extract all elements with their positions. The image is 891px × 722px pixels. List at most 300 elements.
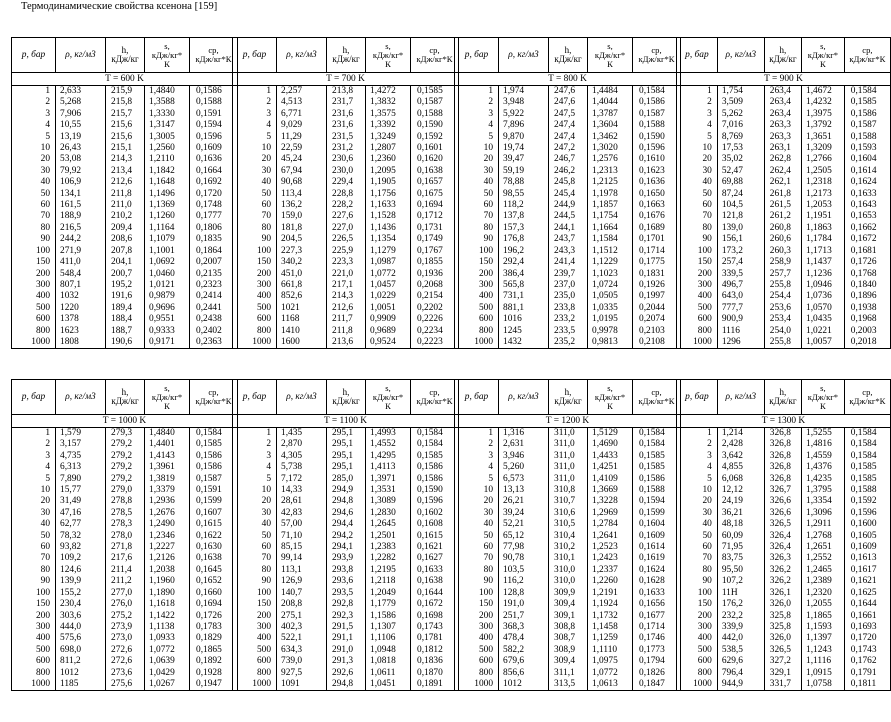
entropy-cell: 1,1633	[366, 200, 411, 211]
density-cell: 71,10	[277, 531, 327, 542]
enthalpy-cell: 295,1	[327, 451, 366, 462]
heat-capacity-cell: 0,1601	[411, 143, 459, 154]
heat-capacity-cell: 0,1584	[411, 428, 459, 440]
enthalpy-cell: 276,0	[106, 599, 145, 610]
heat-capacity-cell: 0,1661	[844, 611, 890, 622]
enthalpy-cell: 191,6	[106, 291, 145, 302]
table-row	[233, 303, 459, 314]
density-cell: 7,896	[499, 120, 549, 131]
entropy-cell: 1,0121	[145, 280, 190, 291]
density-cell: 13,19	[56, 132, 106, 143]
heat-capacity-cell: 0,1657	[411, 177, 459, 188]
entropy-cell: 1,1857	[588, 200, 633, 211]
heat-capacity-cell: 0,1638	[190, 553, 238, 564]
pressure-cell: 400	[12, 633, 56, 644]
enthalpy-cell: 254,4	[764, 291, 801, 302]
enthalpy-cell: 326,5	[764, 645, 801, 656]
pressure-cell: 200	[12, 611, 56, 622]
density-cell: 36,21	[717, 508, 764, 519]
table-row	[233, 200, 459, 211]
header-heat-capacity: cp, кДж/кг*К	[633, 38, 681, 73]
table-row	[455, 223, 681, 234]
enthalpy-cell: 227,6	[327, 211, 366, 222]
enthalpy-cell: 211,8	[106, 189, 145, 200]
table-row	[233, 439, 459, 450]
table-row	[12, 519, 238, 530]
entropy-cell: 1,3089	[366, 496, 411, 507]
entropy-cell: 1,5255	[802, 428, 845, 440]
density-cell: 275,1	[277, 611, 327, 622]
heat-capacity-cell: 0,1650	[633, 189, 681, 200]
table-row	[12, 326, 238, 337]
table-row	[12, 428, 238, 440]
entropy-cell: 1,1236	[802, 269, 845, 280]
entropy-cell: 1,0195	[588, 314, 633, 325]
enthalpy-cell: 262,8	[764, 154, 801, 165]
table-row	[12, 485, 238, 496]
entropy-cell: 1,1528	[366, 211, 411, 222]
entropy-cell: 1,2389	[802, 576, 845, 587]
table-row	[12, 553, 238, 564]
heat-capacity-cell: 0,1831	[633, 269, 681, 280]
density-cell: 1600	[277, 337, 327, 349]
table-row	[233, 462, 459, 473]
heat-capacity-cell: 0,1587	[190, 474, 238, 485]
entropy-cell: 1,1784	[802, 234, 845, 245]
table-row	[233, 257, 459, 268]
table-row	[677, 451, 891, 462]
enthalpy-cell: 326,1	[764, 588, 801, 599]
enthalpy-cell: 231,7	[327, 97, 366, 108]
enthalpy-cell: 326,3	[764, 553, 801, 564]
enthalpy-cell: 188,7	[106, 326, 145, 337]
table-row	[455, 451, 681, 462]
density-cell: 176,8	[499, 234, 549, 245]
heat-capacity-cell: 0,2438	[190, 314, 238, 325]
density-cell: 2,631	[499, 439, 549, 450]
enthalpy-cell: 311,0	[549, 474, 588, 485]
enthalpy-cell: 275,6	[106, 679, 145, 691]
density-cell: 1,579	[56, 428, 106, 440]
pressure-cell: 80	[12, 565, 56, 576]
entropy-cell: 1,4484	[588, 86, 633, 98]
table-row	[12, 565, 238, 576]
density-cell: 28,61	[277, 496, 327, 507]
pressure-cell: 30	[12, 508, 56, 519]
density-cell: 136,2	[277, 200, 327, 211]
heat-capacity-cell: 0,1660	[190, 588, 238, 599]
heat-capacity-cell: 0,1594	[190, 120, 238, 131]
enthalpy-cell: 211,2	[106, 576, 145, 587]
density-cell: 257,4	[717, 257, 764, 268]
entropy-cell: 1,0613	[588, 679, 633, 691]
enthalpy-cell: 311,0	[549, 462, 588, 473]
heat-capacity-cell: 0,1720	[844, 633, 890, 644]
pressure-cell: 500	[455, 645, 499, 656]
heat-capacity-cell: 0,1698	[411, 611, 459, 622]
density-cell: 3,948	[499, 97, 549, 108]
density-cell: 796,4	[717, 668, 764, 679]
heat-capacity-cell: 0,1812	[411, 645, 459, 656]
entropy-cell: 1,3020	[588, 143, 633, 154]
pressure-cell: 5	[233, 474, 277, 485]
enthalpy-cell: 326,5	[764, 519, 801, 530]
pressure-cell: 300	[455, 280, 499, 291]
table-row	[677, 280, 891, 291]
header-pressure: p, бар	[455, 380, 499, 415]
density-cell: 126,9	[277, 576, 327, 587]
heat-capacity-cell: 0,1627	[411, 553, 459, 564]
pressure-cell: 50	[12, 189, 56, 200]
enthalpy-cell: 295,1	[327, 428, 366, 440]
density-cell: 856,6	[499, 668, 549, 679]
enthalpy-cell: 279,2	[106, 474, 145, 485]
entropy-cell: 1,2318	[802, 177, 845, 188]
table-row	[12, 280, 238, 291]
entropy-cell: 1,2807	[366, 143, 411, 154]
heat-capacity-cell: 0,1614	[633, 542, 681, 553]
pressure-cell: 50	[455, 531, 499, 542]
density-cell: 107,2	[717, 576, 764, 587]
header-enthalpy: h, кДж/кг	[327, 380, 366, 415]
entropy-cell: 1,3379	[145, 485, 190, 496]
heat-capacity-cell: 0,1633	[633, 588, 681, 599]
entropy-cell: 1,1664	[588, 223, 633, 234]
entropy-cell: 1,1584	[588, 234, 633, 245]
pressure-cell: 60	[233, 200, 277, 211]
enthalpy-cell: 311,0	[549, 439, 588, 450]
table-row	[233, 553, 459, 564]
heat-capacity-cell: 0,2044	[633, 303, 681, 314]
heat-capacity-cell: 0,1585	[633, 462, 681, 473]
entropy-cell: 1,0505	[588, 291, 633, 302]
entropy-cell: 1,0933	[145, 633, 190, 644]
enthalpy-cell: 231,6	[327, 109, 366, 120]
pressure-cell: 30	[233, 508, 277, 519]
table-row	[233, 326, 459, 337]
density-cell: 26,21	[499, 496, 549, 507]
pressure-cell: 100	[12, 246, 56, 257]
density-cell: 629,6	[717, 656, 764, 667]
enthalpy-cell: 215,6	[106, 120, 145, 131]
entropy-cell: 1,2490	[145, 519, 190, 530]
enthalpy-cell: 311,0	[549, 428, 588, 440]
pressure-cell: 150	[455, 599, 499, 610]
table-row	[12, 189, 238, 200]
density-cell: 739,0	[277, 656, 327, 667]
density-cell: 1168	[277, 314, 327, 325]
density-cell: 807,1	[56, 280, 106, 291]
xenon-property-table	[11, 379, 238, 691]
enthalpy-cell: 263,3	[764, 132, 801, 143]
table-row	[455, 337, 681, 349]
table-row	[12, 211, 238, 222]
heat-capacity-cell: 0,1586	[190, 86, 238, 98]
heat-capacity-cell: 0,1596	[844, 508, 890, 519]
density-cell: 85,15	[277, 542, 327, 553]
heat-capacity-cell: 0,1633	[411, 565, 459, 576]
enthalpy-cell: 244,9	[549, 200, 588, 211]
density-cell: 251,7	[499, 611, 549, 622]
table-row	[455, 97, 681, 108]
table-row	[677, 177, 891, 188]
pressure-cell: 1000	[12, 337, 56, 349]
pressure-cell: 500	[233, 303, 277, 314]
heat-capacity-cell: 0,2223	[411, 337, 459, 349]
heat-capacity-cell: 0,1731	[411, 223, 459, 234]
entropy-cell: 0,9978	[588, 326, 633, 337]
enthalpy-cell: 260,3	[764, 246, 801, 257]
heat-capacity-cell: 0,1614	[844, 166, 890, 177]
heat-capacity-cell: 0,1675	[411, 189, 459, 200]
enthalpy-cell: 263,1	[764, 143, 801, 154]
table-row	[12, 588, 238, 599]
header-entropy: s, кДж/кг* К	[588, 38, 633, 73]
entropy-cell: 1,1106	[366, 633, 411, 644]
heat-capacity-cell: 0,1600	[844, 519, 890, 530]
pressure-cell: 400	[455, 633, 499, 644]
enthalpy-cell: 294,4	[327, 519, 366, 530]
heat-capacity-cell: 0,1836	[411, 656, 459, 667]
pressure-cell: 70	[233, 211, 277, 222]
xenon-property-table	[676, 379, 891, 691]
pressure-cell: 90	[677, 234, 718, 245]
enthalpy-cell: 233,2	[549, 314, 588, 325]
pressure-cell: 400	[677, 633, 718, 644]
table-row	[233, 599, 459, 610]
header-heat-capacity: cp, кДж/кг*К	[190, 380, 238, 415]
enthalpy-cell: 227,0	[327, 223, 366, 234]
entropy-cell: 1,2766	[802, 154, 845, 165]
table-row	[12, 223, 238, 234]
table-row	[677, 189, 891, 200]
table-row	[455, 189, 681, 200]
temperature-label: T = 900 K	[677, 73, 891, 86]
pressure-cell: 10	[12, 143, 56, 154]
table-row	[233, 679, 459, 691]
enthalpy-cell: 230,6	[327, 154, 366, 165]
xenon-property-table	[11, 37, 238, 349]
pressure-cell: 5	[677, 474, 718, 485]
enthalpy-cell: 213,6	[327, 337, 366, 349]
density-cell: 60,09	[717, 531, 764, 542]
pressure-cell: 10	[455, 485, 499, 496]
header-pressure: p, бар	[233, 380, 277, 415]
enthalpy-cell: 263,4	[764, 97, 801, 108]
entropy-cell: 1,0221	[802, 326, 845, 337]
enthalpy-cell: 228,2	[327, 200, 366, 211]
pressure-cell: 1000	[455, 679, 499, 691]
table-row	[677, 519, 891, 530]
pressure-cell: 70	[455, 553, 499, 564]
entropy-cell: 1,4232	[802, 97, 845, 108]
density-cell: 5,738	[277, 462, 327, 473]
table-row	[455, 291, 681, 302]
table-row	[12, 508, 238, 519]
entropy-cell: 0,9689	[366, 326, 411, 337]
entropy-cell: 1,1138	[145, 622, 190, 633]
table-row	[677, 633, 891, 644]
enthalpy-cell: 309,4	[549, 599, 588, 610]
temperature-label: T = 1100 K	[233, 415, 459, 428]
entropy-cell: 1,3819	[145, 474, 190, 485]
enthalpy-cell: 247,6	[549, 86, 588, 98]
table-row	[12, 303, 238, 314]
density-cell: 22,59	[277, 143, 327, 154]
entropy-cell: 1,2645	[366, 519, 411, 530]
xenon-property-table	[454, 37, 681, 349]
entropy-cell: 1,2337	[588, 565, 633, 576]
density-cell: 13,13	[499, 485, 549, 496]
entropy-cell: 1,2125	[588, 177, 633, 188]
density-cell: 1032	[56, 291, 106, 302]
entropy-cell: 1,0915	[802, 668, 845, 679]
entropy-cell: 0,9333	[145, 326, 190, 337]
pressure-cell: 50	[233, 531, 277, 542]
heat-capacity-cell: 0,2234	[411, 326, 459, 337]
pressure-cell: 5	[455, 132, 499, 143]
heat-capacity-cell: 0,2441	[190, 303, 238, 314]
heat-capacity-cell: 0,1602	[411, 508, 459, 519]
entropy-cell: 1,1865	[802, 611, 845, 622]
table-row	[455, 679, 681, 691]
pressure-cell: 30	[455, 508, 499, 519]
heat-capacity-cell: 0,1677	[633, 611, 681, 622]
enthalpy-cell: 247,2	[549, 143, 588, 154]
density-cell: 181,8	[277, 223, 327, 234]
pressure-cell: 30	[677, 508, 718, 519]
density-cell: 852,6	[277, 291, 327, 302]
pressure-cell: 100	[12, 588, 56, 599]
enthalpy-cell: 271,8	[106, 542, 145, 553]
density-cell: 679,6	[499, 656, 549, 667]
heat-capacity-cell: 0,1609	[633, 531, 681, 542]
density-cell: 661,8	[277, 280, 327, 291]
entropy-cell: 1,2313	[588, 166, 633, 177]
heat-capacity-cell: 0,1781	[411, 633, 459, 644]
heat-capacity-cell: 0,1624	[633, 565, 681, 576]
heat-capacity-cell: 0,1681	[844, 246, 890, 257]
temperature-label: T = 700 K	[233, 73, 459, 86]
pressure-cell: 100	[677, 246, 718, 257]
density-cell: 1,316	[499, 428, 549, 440]
table-row	[455, 496, 681, 507]
entropy-cell: 1,1079	[145, 234, 190, 245]
density-cell: 121,8	[717, 211, 764, 222]
enthalpy-cell: 325,8	[764, 622, 801, 633]
heat-capacity-cell: 0,1623	[633, 166, 681, 177]
enthalpy-cell: 326,8	[764, 462, 801, 473]
table-row	[12, 314, 238, 325]
entropy-cell: 1,3832	[366, 97, 411, 108]
density-cell: 5,268	[56, 97, 106, 108]
entropy-cell: 1,1116	[802, 656, 845, 667]
entropy-cell: 1,3005	[145, 132, 190, 143]
pressure-cell: 80	[455, 565, 499, 576]
density-cell: 42,83	[277, 508, 327, 519]
heat-capacity-cell: 0,1586	[190, 451, 238, 462]
pressure-cell: 2	[233, 97, 277, 108]
density-cell: 698,0	[56, 645, 106, 656]
pressure-cell: 50	[233, 189, 277, 200]
pressure-cell: 500	[12, 645, 56, 656]
density-cell: 87,24	[717, 189, 764, 200]
header-heat-capacity: cp, кДж/кг*К	[633, 380, 681, 415]
pressure-cell: 80	[677, 565, 718, 576]
pressure-cell: 150	[677, 599, 718, 610]
enthalpy-cell: 273,9	[106, 622, 145, 633]
entropy-cell: 1,4401	[145, 439, 190, 450]
pressure-cell: 20	[677, 154, 718, 165]
entropy-cell: 1,2095	[366, 166, 411, 177]
heat-capacity-cell: 0,2202	[411, 303, 459, 314]
pressure-cell: 60	[677, 200, 718, 211]
heat-capacity-cell: 0,1968	[844, 314, 890, 325]
entropy-cell: 1,2191	[588, 588, 633, 599]
enthalpy-cell: 207,8	[106, 246, 145, 257]
table-row	[677, 154, 891, 165]
pressure-cell: 4	[12, 462, 56, 473]
enthalpy-cell: 231,5	[327, 132, 366, 143]
pressure-cell: 2	[12, 439, 56, 450]
heat-capacity-cell: 0,1586	[633, 97, 681, 108]
enthalpy-cell: 263,4	[764, 86, 801, 98]
header-heat-capacity: cp, кДж/кг*К	[411, 380, 459, 415]
entropy-cell: 1,1243	[802, 645, 845, 656]
entropy-cell: 1,1593	[802, 622, 845, 633]
pressure-cell: 4	[233, 462, 277, 473]
entropy-cell: 1,0987	[366, 257, 411, 268]
enthalpy-cell: 253,4	[764, 314, 801, 325]
density-cell: 11Н	[717, 588, 764, 599]
density-cell: 292,4	[499, 257, 549, 268]
enthalpy-cell: 257,7	[764, 269, 801, 280]
density-cell: 9,029	[277, 120, 327, 131]
table-row	[12, 143, 238, 154]
density-cell: 6,068	[717, 474, 764, 485]
table-row	[455, 269, 681, 280]
heat-capacity-cell: 0,1762	[844, 656, 890, 667]
table-row	[233, 633, 459, 644]
header-entropy: s, кДж/кг* К	[366, 380, 411, 415]
header-entropy: s, кДж/кг* К	[588, 380, 633, 415]
heat-capacity-cell: 0,1587	[844, 120, 890, 131]
entropy-cell: 1,1229	[588, 257, 633, 268]
table-row	[455, 485, 681, 496]
entropy-cell: 1,3096	[802, 508, 845, 519]
density-cell: 57,00	[277, 519, 327, 530]
table-row	[12, 451, 238, 462]
entropy-cell: 1,1756	[366, 189, 411, 200]
density-cell: 927,5	[277, 668, 327, 679]
density-cell: 7,172	[277, 474, 327, 485]
density-cell: 1378	[56, 314, 106, 325]
entropy-cell: 1,1905	[366, 177, 411, 188]
enthalpy-cell: 200,7	[106, 269, 145, 280]
entropy-cell: 1,0692	[145, 257, 190, 268]
header-heat-capacity: cp, кДж/кг*К	[844, 380, 890, 415]
entropy-cell: 1,0758	[802, 679, 845, 691]
heat-capacity-cell: 0,1588	[190, 97, 238, 108]
enthalpy-cell: 278,5	[106, 508, 145, 519]
table-row	[12, 269, 238, 280]
entropy-cell: 1,1354	[366, 234, 411, 245]
entropy-cell: 1,2049	[366, 588, 411, 599]
pressure-cell: 3	[12, 109, 56, 120]
pressure-cell: 90	[12, 576, 56, 587]
heat-capacity-cell: 0,1590	[633, 132, 681, 143]
entropy-cell: 1,4376	[802, 462, 845, 473]
